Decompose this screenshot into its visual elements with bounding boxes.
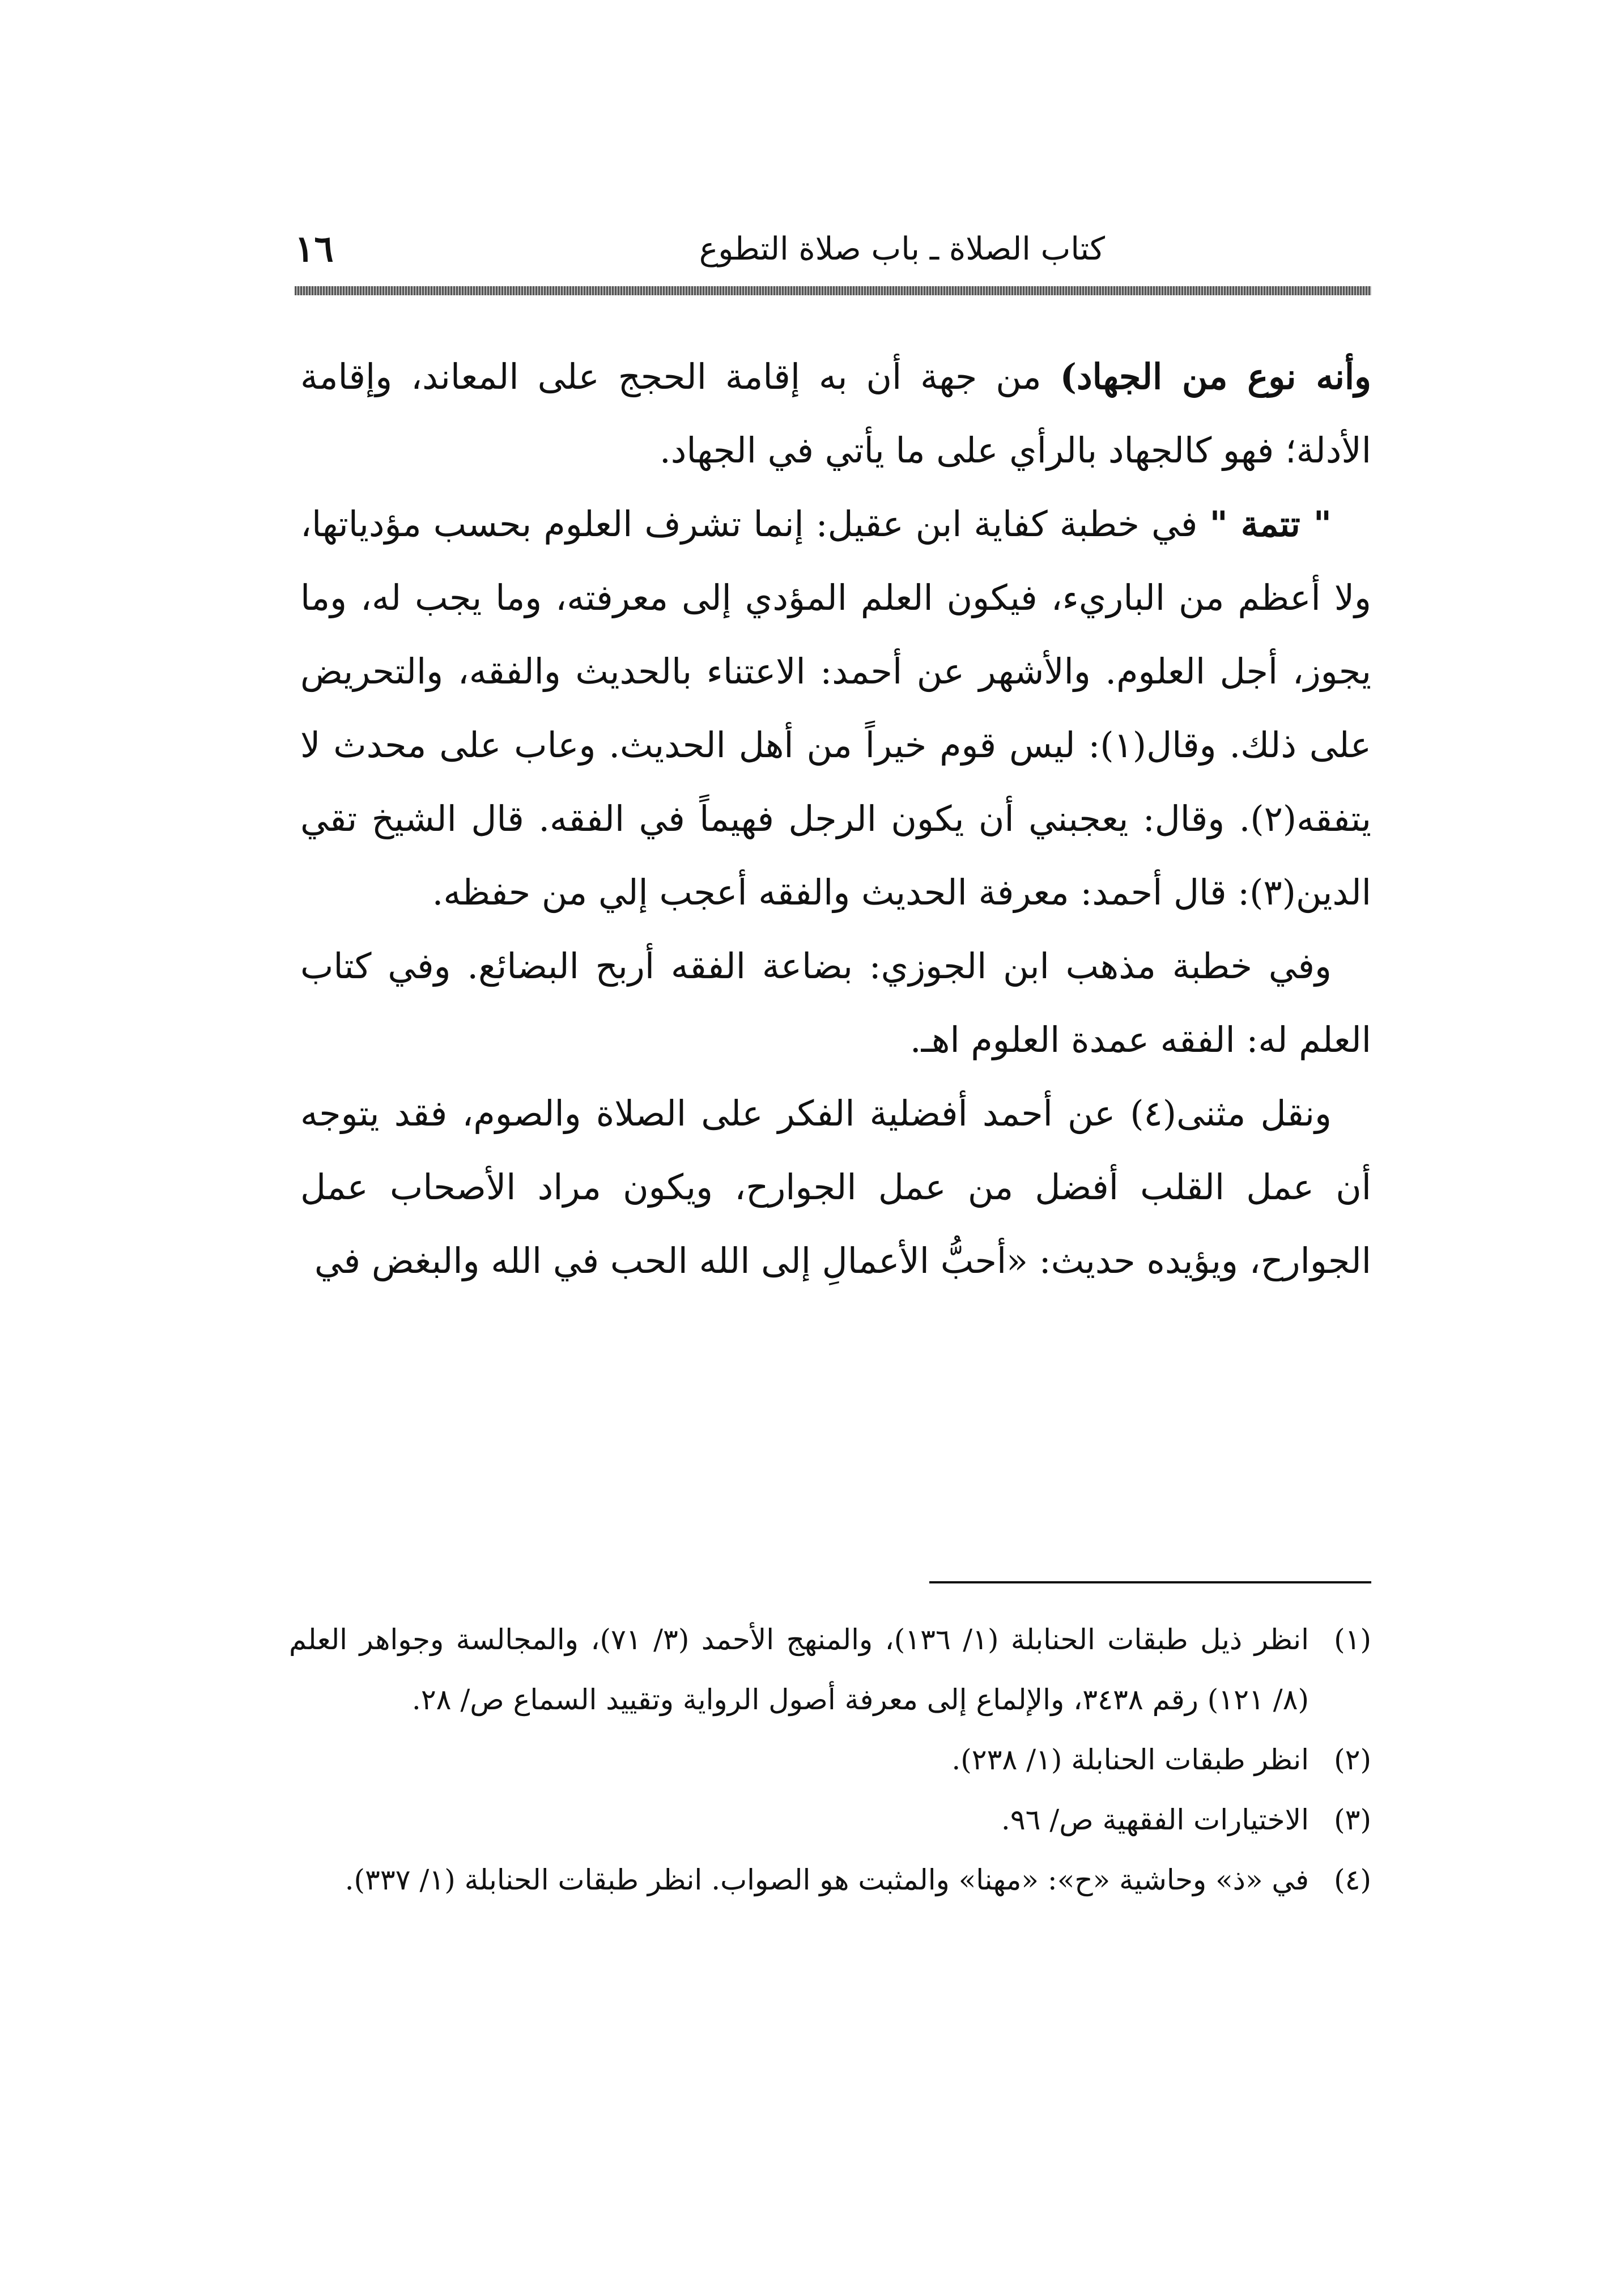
paragraph-text: في خطبة كفاية ابن عقيل: إنما تشرف العلوم بحسب مؤدياتها، ولا أعظم من الباريء، فيكون العلم المؤدي إلى معرفته، وما يجب له، وما يجوز، أجل العلوم. والأشهر عن أحمد: الاعتناء بالحديث والفقه، والتحريض على ذلك. وقال(١): ليس قوم خيراً من أهل الحديث. وعاب على محدث لا يتفقه(٢). وقال: يعجبني أن يكون الرجل فهيماً في الفقه. قال الشيخ تقي الدين(٣): قال أحمد: معرفة الحديث والفقه أعجب إلي من حفظه.: [300, 503, 1371, 913]
footnote-text: في «ذ» وحاشية «ح»: «مهنا» والمثبت هو الصواب. انظر طبقات الحنابلة (١/ ٣٣٧).: [345, 1863, 1309, 1896]
header-rule: [295, 286, 1371, 295]
paragraph-text: من جهة أن به إقامة الحجج على المعاند، وإقامة الأدلة؛ فهو كالجهاد بالرأي على ما يأتي في الجهاد.: [300, 356, 1371, 471]
paragraph-3: وفي خطبة مذهب ابن الجوزي: بضاعة الفقه أربح البضائع. وفي كتاب العلم له: الفقه عمدة العلوم اهـ.: [300, 945, 1371, 1060]
footnote-text: الاختيارات الفقهية ص/ ٩٦.: [1001, 1803, 1309, 1836]
footnote-item: [289, 1730, 1371, 1790]
footnote-text: انظر ذيل طبقات الحنابلة (١/ ١٣٦)، والمنهج الأحمد (٣/ ٧١)، والمجالسة وجواهر العلم (٨/ ١٢١) رقم ٣٤٣٨، والإلماع إلى معرفة أصول الرواية وتقييد السماع ص/ ٢٨.: [289, 1623, 1309, 1716]
paragraph-4: ونقل مثنى(٤) عن أحمد أفضلية الفكر على الصلاة والصوم، فقد يتوجه أن عمل القلب أفضل من عمل الجوارح، ويكون مراد الأصحاب عمل الجوارح، ويؤيده حديث: «أحبُّ الأعمالِ إلى الله الحب في الله والبغض في: [300, 1093, 1371, 1281]
bold-lead: وأنه نوع من الجهاد): [1060, 356, 1371, 397]
footnote-number: (٢): [1334, 1743, 1371, 1776]
footnote-separator: [929, 1581, 1371, 1583]
bold-lead: " تتمة ": [1209, 503, 1332, 545]
paragraph-1: [300, 340, 1371, 487]
footnote-number: (١): [1334, 1623, 1371, 1656]
footnote-item: [289, 1790, 1371, 1850]
paragraph-2: [300, 487, 1371, 929]
main-text: [300, 340, 1371, 1298]
chapter-title: كتاب الصلاة ـ باب صلاة التطوع: [699, 231, 1105, 267]
footnotes: [289, 1610, 1371, 1910]
page-number: ١٦: [295, 228, 334, 270]
footnote-item: [289, 1610, 1371, 1730]
footnote-text: انظر طبقات الحنابلة (١/ ٢٣٨).: [951, 1743, 1309, 1776]
footnote-number: (٣): [1334, 1803, 1371, 1836]
running-header: [295, 224, 1371, 275]
footnote-number: (٤): [1334, 1863, 1371, 1896]
footnote-item: [289, 1850, 1371, 1910]
